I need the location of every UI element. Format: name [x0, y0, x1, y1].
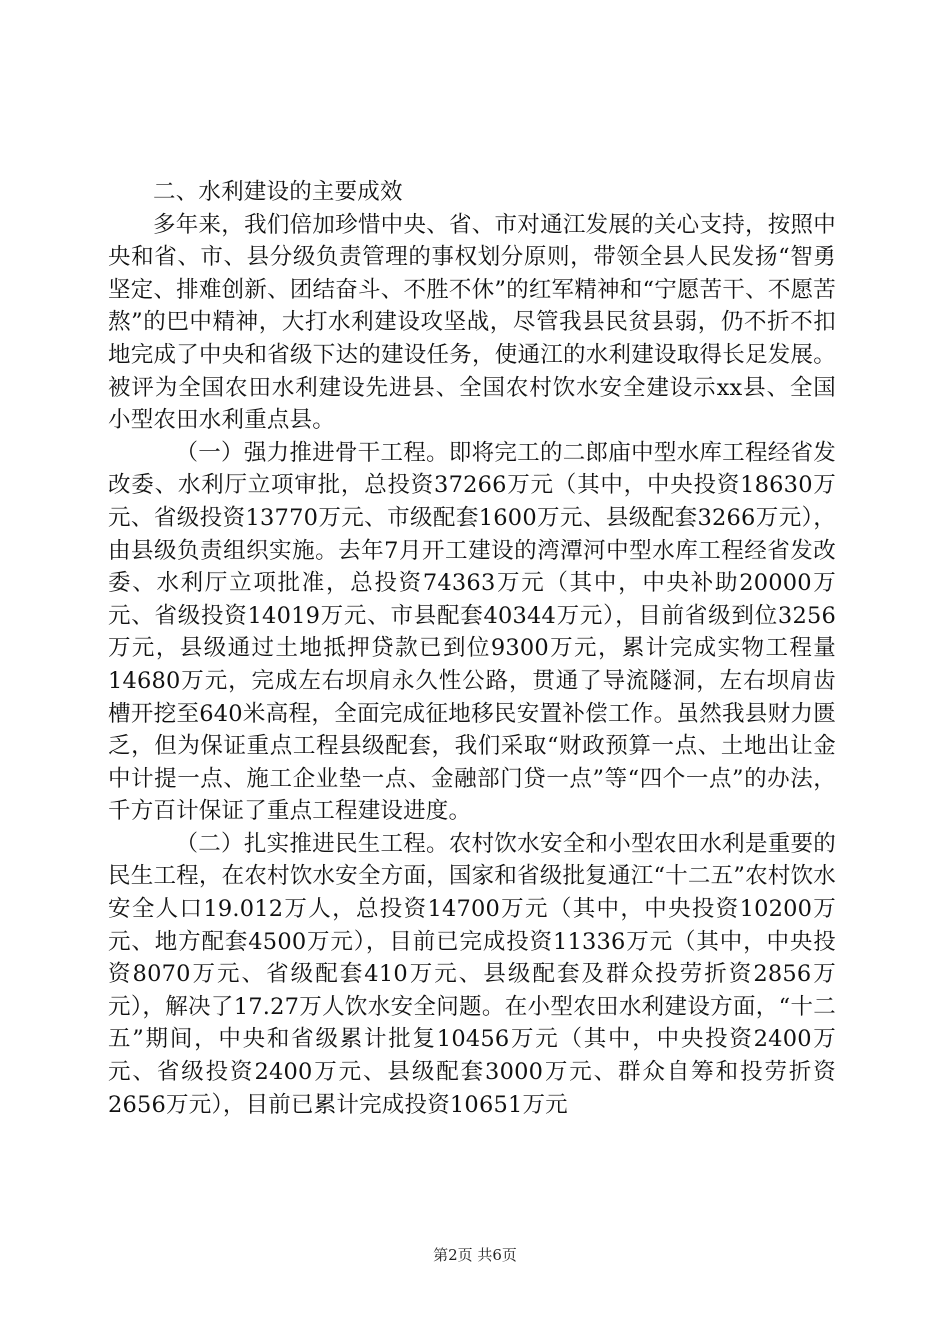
paragraph-livelihood-projects: （二）扎实推进民生工程。农村饮水安全和小型农田水利是重要的民生工程，在农村饮水安全方面，国家和省级批复通江“十二五”农村饮水安全人口19.012万人，总投资14700万元（其中，中央投资10200万元、地方配套4500万元），目前已完成投资11336万元（其中，中央投资8070万元、省级配套410万元、县级配套及群众投劳折资2856万元），解决了17.27万人饮水安全问题。在小型农田水利建设方面，“十二五”期间，中央和省级累计批复10456万元（其中，中央投资2400万元、省级投资2400万元、县级配套3000万元、群众自筹和投劳折资2656万元），目前已累计完成投资10651万元 — [108, 830, 836, 1118]
page-number-footer: 第2页 共6页 — [433, 1246, 517, 1264]
section-heading: 二、水利建设的主要成效 — [153, 179, 403, 205]
paragraph-overview: 多年来，我们倍加珍惜中央、省、市对通江发展的关心支持，按照中央和省、市、县分级负责管理的事权划分原则，带领全县人民发扬“智勇坚定、排难创新、团结奋斗、不胜不休”的红军精神和“宁愿苦干、不愿苦熬”的巴中精神，大打水利建设攻坚战，尽管我县民贫县弱，仍不折不扣地完成了中央和省级下达的建设任务，使通江的水利建设取得长足发展。被评为全国农田水利建设先进县、全国农村饮水安全建设示xx县、全国小型农田水利重点县。 — [108, 211, 836, 434]
paragraph-backbone-projects: （一）强力推进骨干工程。即将完工的二郎庙中型水库工程经省发改委、水利厅立项审批，总投资37266万元（其中，中央投资18630万元、省级投资13770万元、市级配套1600万元、县级配套3266万元），由县级负责组织实施。去年7月开工建设的湾潭河中型水库工程经省发改委、水利厅立项批准，总投资74363万元（其中，中央补助20000万元、省级投资14019万元、市县配套40344万元），目前省级到位3256万元，县级通过土地抵押贷款已到位9300万元，累计完成实物工程量14680万元，完成左右坝肩永久性公路，贯通了导流隧洞，左右坝肩齿槽开挖至640米高程，全面完成征地移民安置补偿工作。虽然我县财力匮乏，但为保证重点工程县级配套，我们采取“财政预算一点、土地出让金中计提一点、施工企业垫一点、金融部门贷一点”等“四个一点”的办法，千方百计保证了重点工程建设进度。 — [108, 439, 836, 825]
document-body — [108, 176, 836, 1121]
